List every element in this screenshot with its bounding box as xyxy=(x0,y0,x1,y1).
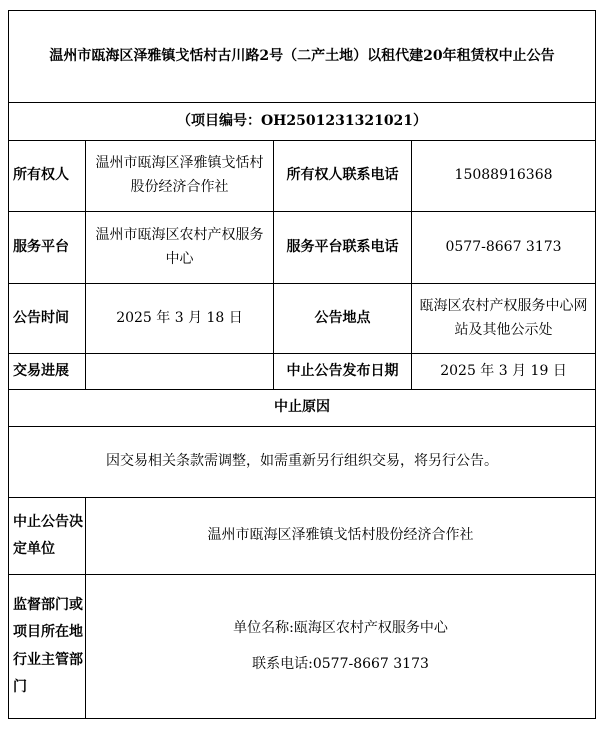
platform-value: 温州市瓯海区农村产权服务中心 xyxy=(86,212,274,284)
project-code-row xyxy=(9,103,596,141)
notice-table xyxy=(8,10,596,719)
suspend-date-value: 2025 年 3 月 19 日 xyxy=(412,354,596,390)
announce-time-label: 公告时间 xyxy=(9,284,86,354)
platform-label: 服务平台 xyxy=(9,212,86,284)
progress-value xyxy=(86,354,274,390)
reason-heading-row xyxy=(9,390,596,427)
project-code: （项目编号：OH2501231321021） xyxy=(9,103,596,141)
announce-time-value: 2025 年 3 月 18 日 xyxy=(86,284,274,354)
progress-label: 交易进展 xyxy=(9,354,86,390)
supervisor-info xyxy=(86,575,596,719)
announce-place-value: 瓯海区农村产权服务中心网站及其他公示处 xyxy=(412,284,596,354)
owner-phone-value: 15088916368 xyxy=(412,141,596,212)
platform-row xyxy=(9,212,596,284)
owner-label: 所有权人 xyxy=(9,141,86,212)
decision-label: 中止公告决定单位 xyxy=(9,498,86,575)
owner-row xyxy=(9,141,596,212)
supervisor-phone: 联系电话:0577-8667 3173 xyxy=(252,655,429,672)
page-title: 温州市瓯海区泽雅镇戈恬村古川路2号（二产土地）以租代建20年租赁权中止公告 xyxy=(9,11,596,103)
owner-phone-label: 所有权人联系电话 xyxy=(274,141,412,212)
reason-heading: 中止原因 xyxy=(9,390,596,427)
decision-row xyxy=(9,498,596,575)
supervisor-label: 监督部门或项目所在地行业主管部门 xyxy=(9,575,86,719)
reason-text: 因交易相关条款需调整，如需重新另行组织交易，将另行公告。 xyxy=(9,427,596,498)
announce-place-label: 公告地点 xyxy=(274,284,412,354)
reason-row xyxy=(9,427,596,498)
supervisor-row xyxy=(9,575,596,719)
platform-phone-label: 服务平台联系电话 xyxy=(274,212,412,284)
decision-value: 温州市瓯海区泽雅镇戈恬村股份经济合作社 xyxy=(86,498,596,575)
time-row xyxy=(9,284,596,354)
platform-phone-value: 0577-8667 3173 xyxy=(412,212,596,284)
progress-row xyxy=(9,354,596,390)
suspend-date-label: 中止公告发布日期 xyxy=(274,354,412,390)
supervisor-unit: 单位名称:瓯海区农村产权服务中心 xyxy=(233,620,448,637)
owner-value: 温州市瓯海区泽雅镇戈恬村股份经济合作社 xyxy=(86,141,274,212)
title-row xyxy=(9,11,596,103)
